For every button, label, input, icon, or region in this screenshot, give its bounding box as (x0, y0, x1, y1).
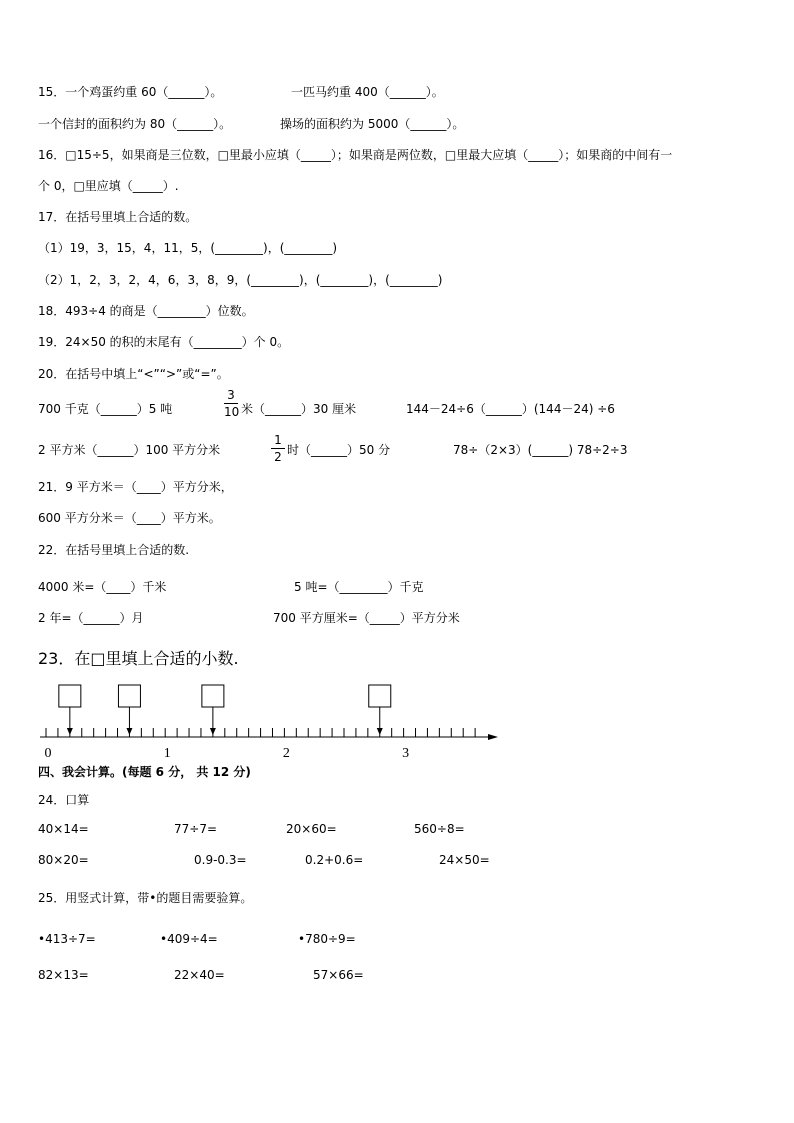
q17-line1: （1）19，3，15，4，11，5，(________)，(________) (38, 241, 338, 255)
q24-item: 40×14= (38, 822, 89, 836)
answer-box (369, 685, 391, 707)
fraction-numerator: 3 (227, 388, 235, 402)
q16-line2: 个 0，□里应填（_____）. (38, 179, 179, 193)
q20-r1c3: 144－24÷6（______）(144－24) ÷6 (406, 402, 615, 416)
q24-item: 0.2+0.6= (305, 853, 364, 867)
q24-item: 0.9-0.3= (194, 853, 247, 867)
answer-box (118, 685, 140, 707)
fraction-numerator: 1 (274, 433, 282, 447)
q21-line1: 21．9 平方米＝（____）平方分米， (38, 480, 233, 494)
q22-a: 4000 米=（____）千米 (38, 580, 167, 594)
q25-item: •409÷4= (160, 932, 218, 946)
q20-r2c1: 2 平方米（______）100 平方分米 (38, 443, 221, 457)
pointer-arrowhead (210, 728, 216, 735)
q21-line2: 600 平方分米＝（____）平方米。 (38, 511, 221, 525)
q17-line2: （2）1，2，3，2，4，6，3，8，9，(________)，(________)，(________) (38, 273, 443, 287)
q22-b: 5 吨=（________）千克 (294, 580, 424, 594)
q25-item: 82×13= (38, 968, 89, 982)
q24-item: 77÷7= (174, 822, 218, 836)
q16-line1: 16．□15÷5，如果商是三位数，□里最小应填（_____）；如果商是两位数，□里最大应填（_____）；如果商的中间有一 (38, 148, 673, 162)
axis-tick-label: 0 (44, 746, 52, 761)
q20-r1c1: 700 千克（______）5 吨 (38, 402, 173, 416)
q25-title: 25．用竖式计算，带•的题目需要验算。 (38, 891, 253, 905)
q20-r2c3: 78÷（2×3）(______) 78÷2÷3 (453, 443, 628, 457)
fraction-denominator: 10 (224, 405, 240, 419)
q25-item: •413÷7= (38, 932, 96, 946)
q25-item: 57×66= (313, 968, 364, 982)
q22-title: 22．在括号里填上合适的数. (38, 543, 190, 557)
q22-c: 2 年=（______）月 (38, 611, 144, 625)
q25-item: 22×40= (174, 968, 225, 982)
q24-item: 24×50= (439, 853, 490, 867)
q15-line1-left: 15．一个鸡蛋约重 60（______）。 (38, 85, 223, 99)
q15-line2-right: 操场的面积约为 5000（______）。 (280, 117, 465, 131)
q17-title: 17．在括号里填上合适的数。 (38, 210, 198, 224)
q20-r1c2: 米（______）30 厘米 (241, 402, 357, 416)
axis-arrowhead (488, 734, 498, 740)
section-4-title: 四、我会计算。(每题 6 分， 共 12 分) (38, 765, 251, 779)
axis-tick-label: 3 (402, 746, 410, 761)
pointer-arrowhead (126, 728, 132, 735)
q20-title: 20．在括号中填上“<”“>”或“=”。 (38, 367, 229, 381)
q24-item: 20×60= (286, 822, 337, 836)
q15-line1-right: 一匹马约重 400（______）。 (291, 85, 444, 99)
q24-title: 24．口算 (38, 793, 90, 807)
fraction-denominator: 2 (274, 450, 282, 464)
answer-box (202, 685, 224, 707)
q20-r2c2: 时（______）50 分 (287, 443, 391, 457)
number-line-diagram (0, 676, 794, 766)
q22-d: 700 平方厘米=（_____）平方分米 (273, 611, 460, 625)
q23-title: 23．在□里填上合适的小数. (38, 649, 239, 668)
q15-line2-left: 一个信封的面积约为 80（______）。 (38, 117, 232, 131)
axis-tick-label: 2 (282, 746, 290, 761)
q20-fraction-3-10 (224, 388, 238, 419)
axis-tick-label: 1 (163, 746, 171, 761)
pointer-arrowhead (67, 728, 73, 735)
q19-text: 19．24×50 的积的末尾有（________）个 0。 (38, 335, 290, 349)
q25-item: •780÷9= (298, 932, 356, 946)
q24-item: 560÷8= (414, 822, 465, 836)
q20-fraction-1-2 (271, 433, 285, 464)
q18-text: 18．493÷4 的商是（________）位数。 (38, 304, 254, 318)
answer-box (59, 685, 81, 707)
q24-item: 80×20= (38, 853, 89, 867)
pointer-arrowhead (377, 728, 383, 735)
